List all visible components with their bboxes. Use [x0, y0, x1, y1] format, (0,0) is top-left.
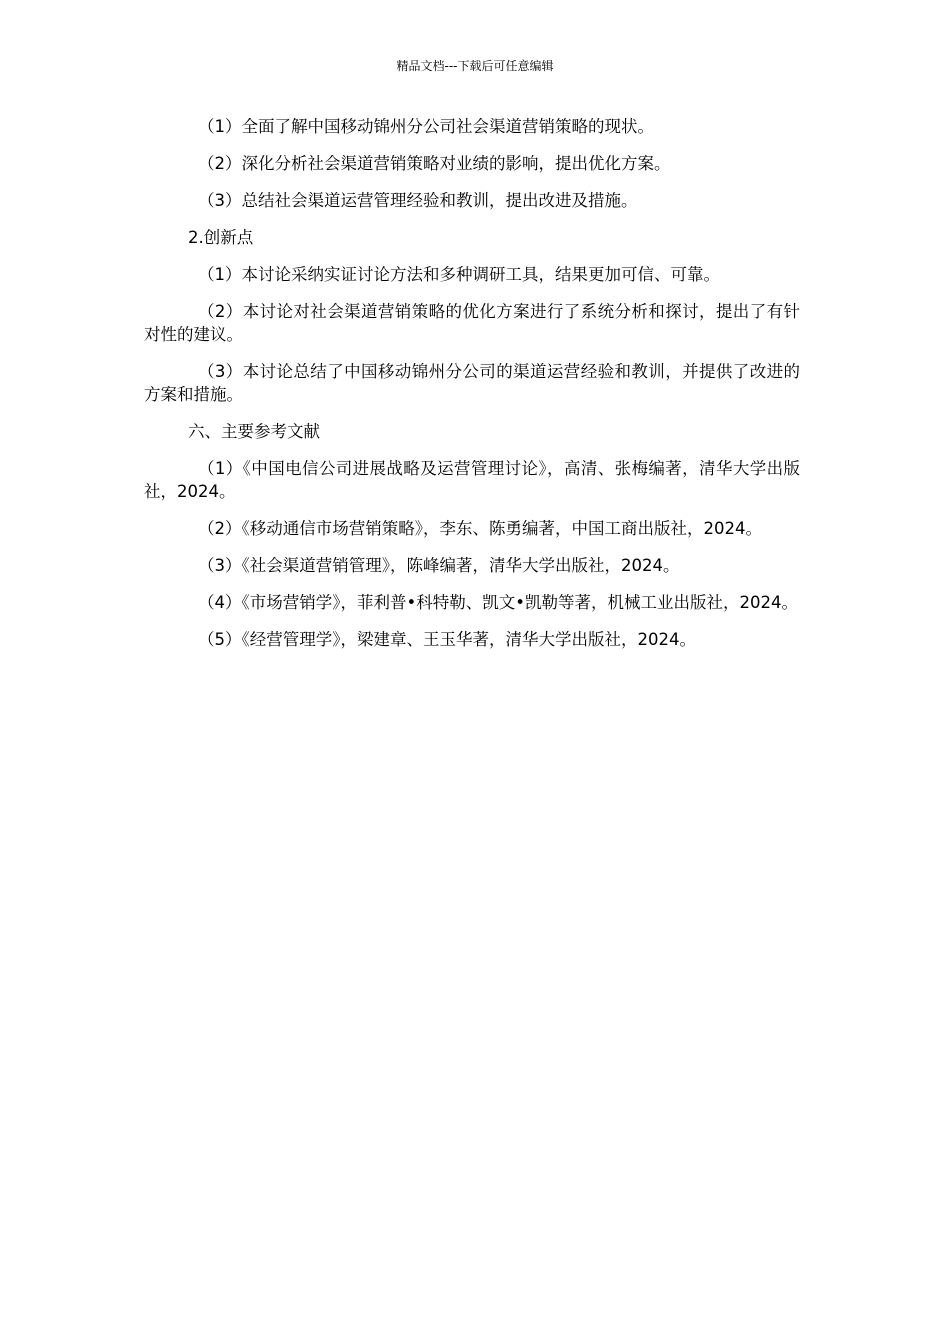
reference-item-1: （1）《中国电信公司进展战略及运营管理讨论》，高清、张梅编著，清华大学出版社，2024。	[144, 459, 800, 501]
goal-item-1: （1）全面了解中国移动锦州分公司社会渠道营销策略的现状。	[198, 117, 654, 136]
goal-item-2: （2）深化分析社会渠道营销策略对业绩的影响，提出优化方案。	[198, 154, 671, 173]
reference-item-5: （5）《经营管理学》，梁建章、王玉华著，清华大学出版社，2024。	[198, 630, 696, 649]
innovation-item-2: （2）本讨论对社会渠道营销策略的优化方案进行了系统分析和探讨，提出了有针对性的建议。	[144, 302, 800, 344]
goal-item-3: （3）总结社会渠道运营管理经验和教训，提出改进及措施。	[198, 191, 638, 210]
reference-item-4: （4）《市场营销学》，菲利普•科特勒、凯文•凯勒等著，机械工业出版社，2024。	[198, 593, 798, 612]
innovation-item-1: （1）本讨论采纳实证讨论方法和多种调研工具，结果更加可信、可靠。	[198, 265, 720, 284]
section-heading-innovation: 2.创新点	[188, 228, 254, 247]
section-heading-references: 六、主要参考文献	[188, 422, 320, 441]
innovation-item-3: （3）本讨论总结了中国移动锦州分公司的渠道运营经验和教训，并提供了改进的方案和措施。	[144, 362, 800, 404]
reference-item-2: （2）《移动通信市场营销策略》，李东、陈勇编著，中国工商出版社，2024。	[198, 519, 762, 538]
document-body	[144, 115, 800, 665]
page-header: 精品文档---下载后可任意编辑	[396, 59, 554, 73]
reference-item-3: （3）《社会渠道营销管理》，陈峰编著，清华大学出版社，2024。	[198, 556, 680, 575]
